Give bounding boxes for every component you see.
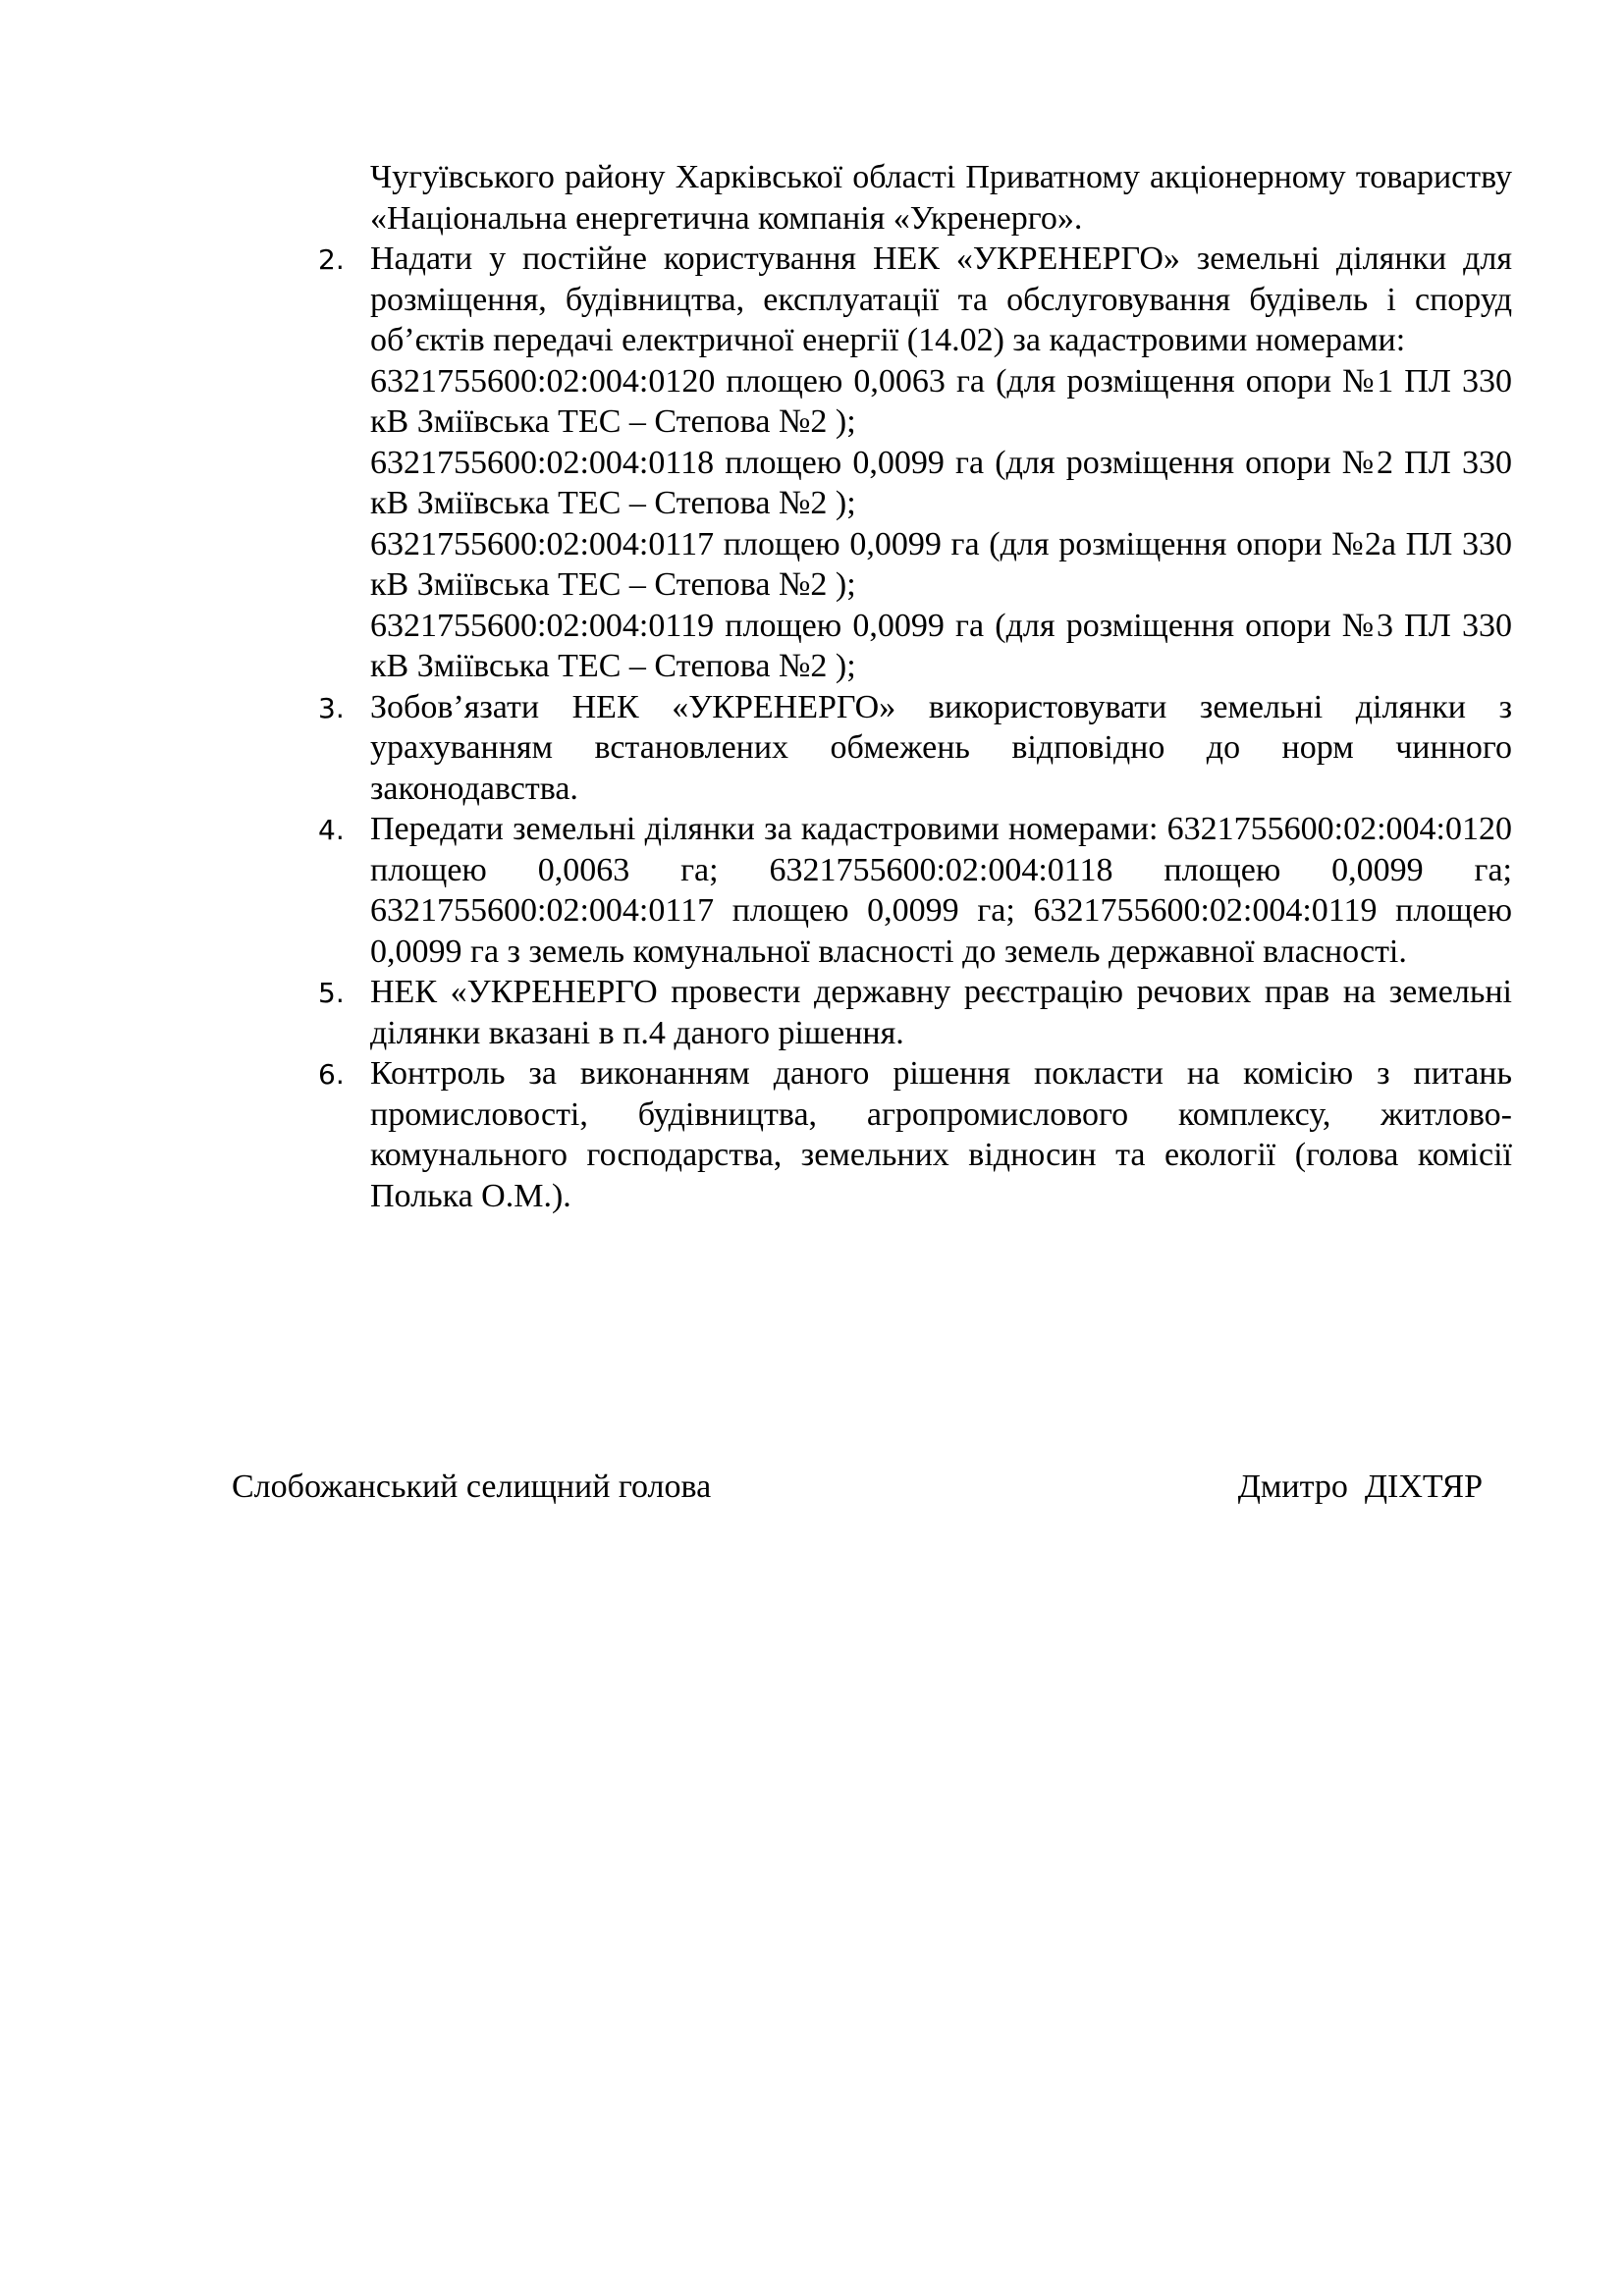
item-number: 4.	[318, 814, 345, 846]
item-number: 6.	[318, 1058, 345, 1091]
item-paragraph: 6321755600:02:004:0118 площею 0,0099 га (для розміщення опори №2 ПЛ 330 кВ Зміївська ТЕС – Степова №2 );	[370, 444, 1512, 521]
item-number: 3.	[318, 691, 345, 724]
item-number: 2.	[318, 243, 345, 276]
list-item-2	[318, 239, 1512, 687]
item-paragraph: 6321755600:02:004:0120 площею 0,0063 га (для розміщення опори №1 ПЛ 330 кВ Зміївська ТЕС – Степова №2 );	[370, 362, 1512, 440]
item-number: 5.	[318, 977, 345, 1009]
item-paragraph: НЕК «УКРЕНЕРГО провести державну реєстрацію речових прав на земельні ділянки вказані в п.4 даного рішення.	[370, 974, 1512, 1051]
intro-paragraph: Чугуївського району Харківської області Приватному акціонерному товариству «Національна енергетична компанія «Укренерго».	[370, 159, 1512, 237]
list-item-3	[318, 687, 1512, 810]
signatory-position: Слобожанський селищний голова	[232, 1468, 712, 1505]
item-paragraph: 6321755600:02:004:0117 площею 0,0099 га (для розміщення опори №2а ПЛ 330 кВ Зміївська ТЕС – Степова №2 );	[370, 525, 1512, 603]
signatory-name: Дмитро ДІХТЯР	[1237, 1468, 1483, 1505]
item-paragraph: Передати земельні ділянки за кадастровими номерами: 6321755600:02:004:0120 площею 0,0063 га; 6321755600:02:004:0118 площею 0,0099 га; 6321755600:02:004:0117 площею 0,0099 га; 6321755600:02:004:0119 площею 0,0099 га з земель комунальної власності до земель державної власності.	[370, 811, 1512, 970]
item-paragraph: 6321755600:02:004:0119 площею 0,0099 га (для розміщення опори №3 ПЛ 330 кВ Зміївська ТЕС – Степова №2 );	[370, 607, 1512, 684]
item-paragraph: Контроль за виконанням даного рішення покласти на комісію з питань промисловості, будівництва, агропромислового комплексу, житлово-комунального господарства, земельних відносин та екології (голова комісії Полька О.М.).	[370, 1055, 1512, 1214]
item-paragraph: Зобов’язати НЕК «УКРЕНЕРГО» використовувати земельні ділянки з урахуванням встановлених обмежень відповідно до норм чинного законодавства.	[370, 688, 1512, 807]
decision-body	[318, 157, 1512, 1216]
item-paragraph: Надати у постійне користування НЕК «УКРЕНЕРГО» земельні ділянки для розміщення, будівництва, експлуатації та обслуговування будівель і споруд об’єктів передачі електричної енергії (14.02) за кадастровими номерами:	[370, 240, 1512, 358]
list-item-4	[318, 809, 1512, 972]
list-item-6	[318, 1053, 1512, 1216]
list-item-5	[318, 972, 1512, 1053]
